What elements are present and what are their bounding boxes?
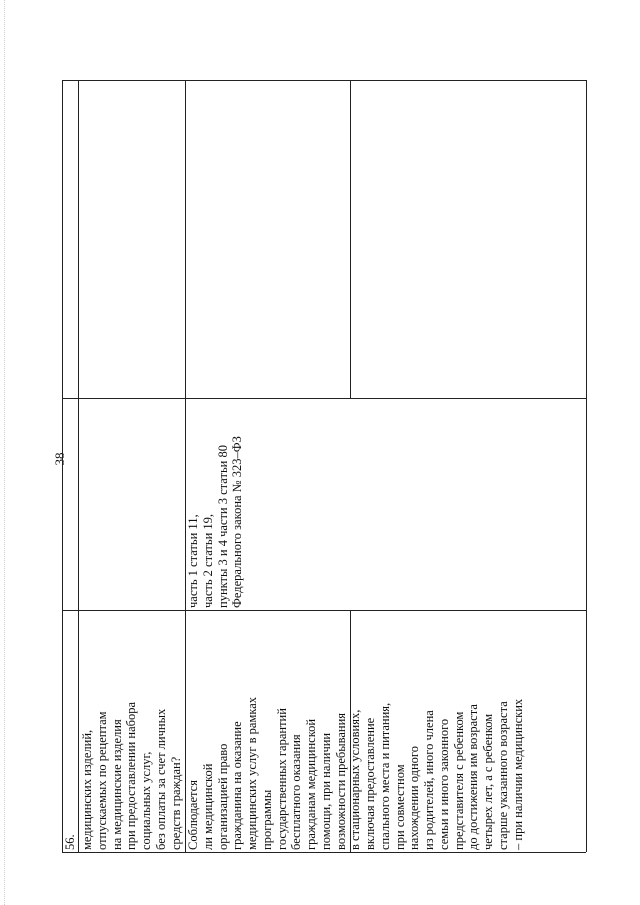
question-line: гражданина на оказание xyxy=(230,721,245,850)
question-line: Соблюдается xyxy=(186,780,200,850)
question-line: старше указанного возраста xyxy=(495,701,510,850)
question-line: программы xyxy=(259,789,274,850)
question-line: возможности пребывания xyxy=(333,712,348,850)
question-line: медицинских услуг в рамках xyxy=(245,696,259,850)
question-line: до достижения им возраста xyxy=(466,704,481,850)
table-border-top xyxy=(62,80,63,852)
legal-basis-line: Федерального закона № 323–ФЗ xyxy=(230,436,245,608)
question-line: бесплатного оказания xyxy=(289,734,304,850)
answer-column-divider-1 xyxy=(350,80,351,398)
checklist-table xyxy=(62,80,586,852)
scan-edge-artifact xyxy=(4,0,5,905)
table-border-bottom xyxy=(586,80,587,852)
column-divider-legal-basis xyxy=(62,610,586,611)
legal-basis-line: пункты 3 и 4 части 3 статьи 80 xyxy=(215,445,230,608)
prev-question-line: отпускаемых по рецептам xyxy=(94,711,109,850)
table-border-left xyxy=(62,852,586,853)
legal-basis-line: часть 1 статьи 11, xyxy=(186,514,200,608)
question-line: при совместном xyxy=(392,764,407,850)
question-line: государственных гарантий xyxy=(274,708,289,850)
question-line: гражданам медицинской xyxy=(304,718,318,850)
question-line: – при наличии медицинских xyxy=(510,698,525,850)
legal-basis-cell-56 xyxy=(186,436,245,608)
prev-question-line: на медицинские изделия xyxy=(109,719,124,850)
question-line: из родителей, иного члена xyxy=(422,710,436,850)
question-line: ли медицинской xyxy=(200,763,215,850)
question-line: организацией право xyxy=(215,743,230,850)
question-cell-56 xyxy=(186,697,525,850)
table-border-right xyxy=(62,80,586,81)
number-column-divider xyxy=(78,80,79,852)
prev-question-line: медицинских изделий, xyxy=(80,729,94,850)
question-line: нахождении одного xyxy=(407,746,422,850)
prev-question-cell xyxy=(80,702,183,850)
row-number-56: 56. xyxy=(63,834,77,850)
question-line: семьи и иного законного xyxy=(436,718,451,850)
prev-question-line: социальных услуг, xyxy=(139,751,153,850)
question-line: представителя с ребенком xyxy=(451,711,466,850)
prev-question-line: средств граждан? xyxy=(168,756,183,850)
question-line: спального места и питания, xyxy=(377,702,392,850)
prev-question-line: при предоставлении набора xyxy=(124,701,139,850)
question-line: помощи, при наличии xyxy=(318,732,333,850)
legal-basis-line: часть 2 статьи 19, xyxy=(200,513,215,608)
prev-question-line: без оплаты за счет личных xyxy=(153,708,168,850)
page-number: 38 xyxy=(52,452,67,466)
question-line: включая предоставление xyxy=(363,717,377,850)
question-line: в стационарных условиях, xyxy=(348,709,363,850)
column-divider-requirements xyxy=(62,398,586,399)
question-line: четырех лет, а с ребенком xyxy=(481,713,495,850)
